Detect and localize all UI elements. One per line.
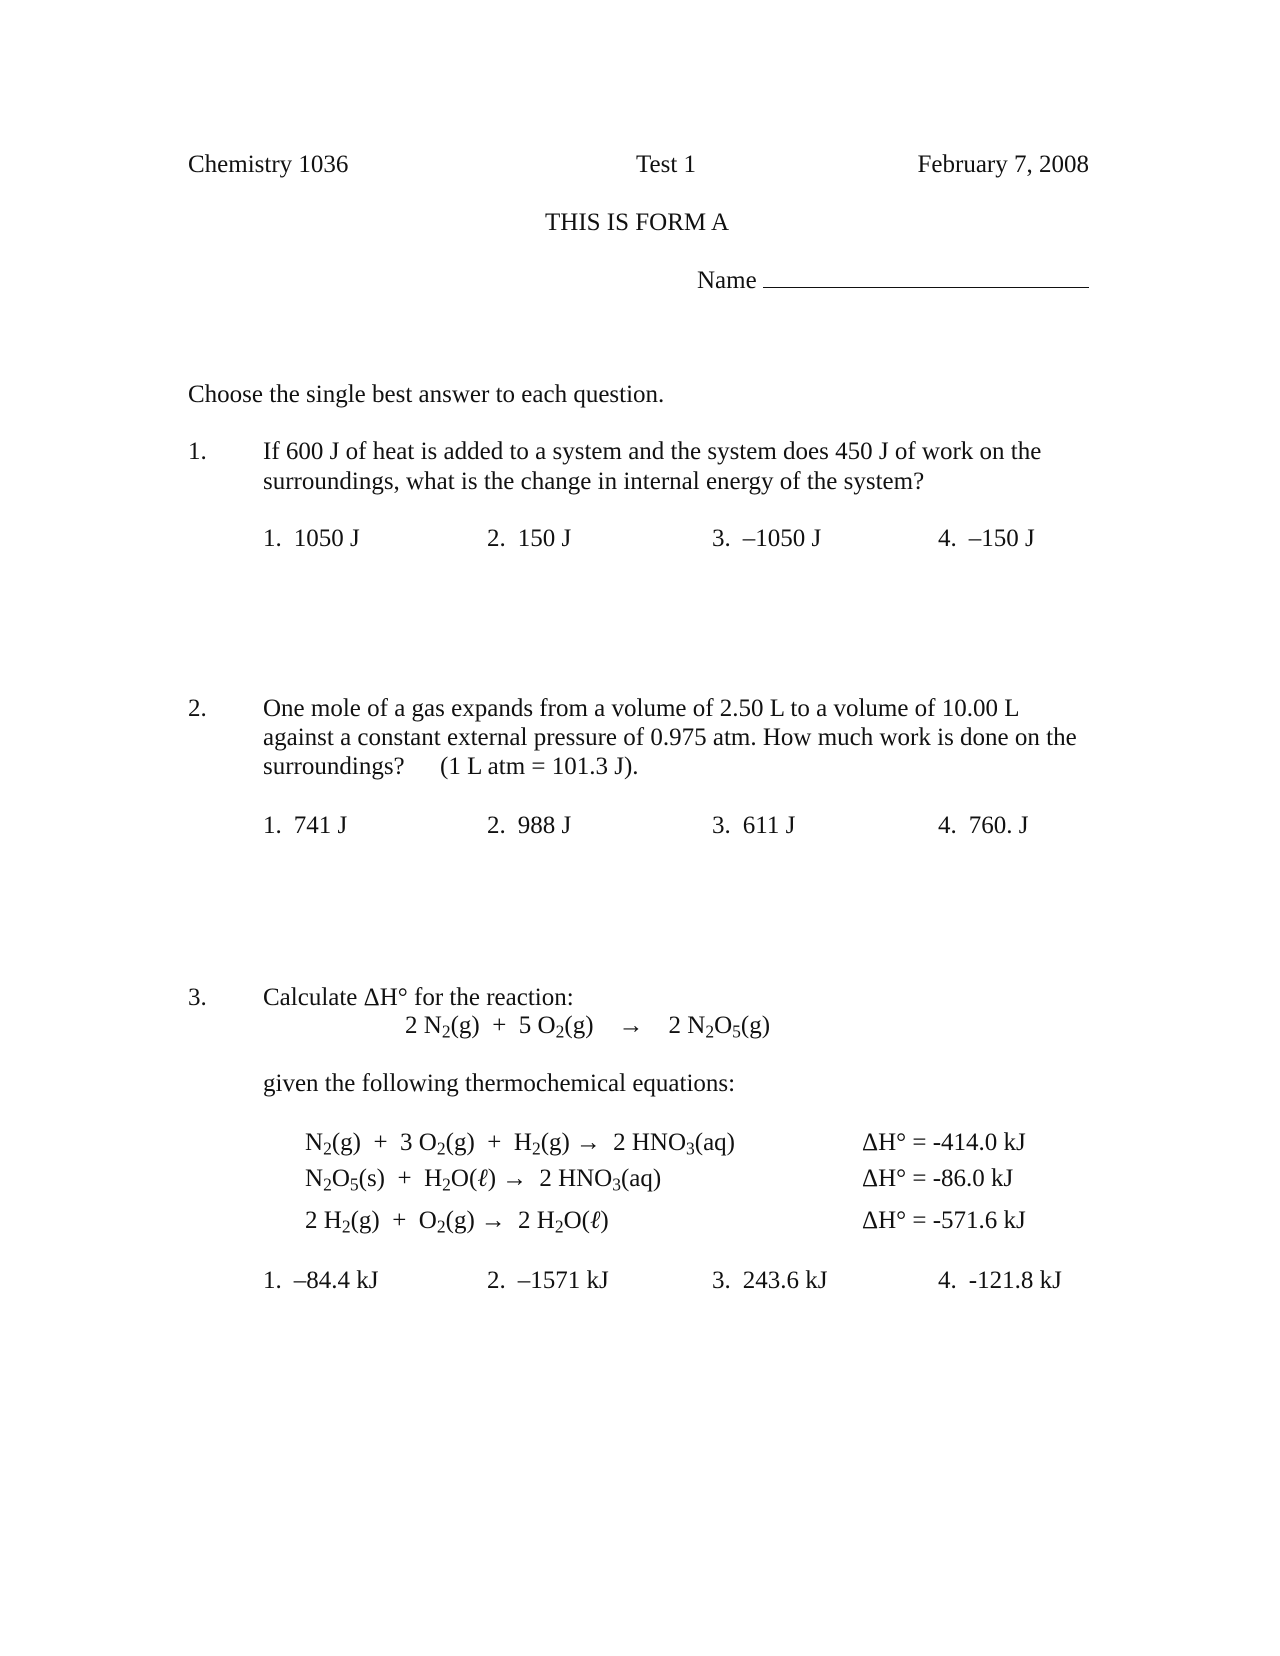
choice-number: 1. bbox=[263, 525, 282, 552]
form-label: THIS IS FORM A bbox=[545, 209, 730, 236]
delta-h-label: ΔH° = bbox=[862, 1129, 927, 1156]
delta-h-label: ΔH° = bbox=[862, 1207, 927, 1234]
target-reaction: 2 $N_2(g) + 5$ $O_2(g)$ → 2 $N_2O_5(g)$ bbox=[405, 1012, 771, 1042]
choice-number: 1. bbox=[263, 1267, 282, 1294]
question-text: Calculate ΔH° for the reaction: bbox=[263, 984, 574, 1011]
name-blank-line[interactable] bbox=[763, 265, 1089, 288]
instructions: Choose the single best answer to each question. bbox=[188, 381, 665, 408]
answer-choice[interactable] bbox=[712, 811, 795, 841]
answer-choice[interactable] bbox=[263, 1266, 378, 1296]
delta-h-number: -86.0 kJ bbox=[932, 1165, 1014, 1192]
question-number: 3. bbox=[188, 984, 207, 1011]
choice-number: 4. bbox=[938, 525, 957, 552]
name-label: Name bbox=[697, 267, 757, 294]
question-text: If 600 J of heat is added to a system and the system does 450 J of work on the surroundings, what is the change in internal energy of the system? bbox=[263, 438, 1042, 495]
test-title: Test 1 bbox=[636, 151, 697, 178]
name-field[interactable] bbox=[697, 265, 1089, 296]
choice-number: 2. bbox=[487, 525, 506, 552]
choice-text: 1050 J bbox=[293, 525, 360, 552]
choice-text: 741 J bbox=[293, 812, 348, 839]
choice-text: 760. J bbox=[968, 812, 1029, 839]
choice-number: 2. bbox=[487, 1267, 506, 1294]
conversion-factor: (1 L atm = 101.3 J). bbox=[440, 753, 639, 780]
answer-choice[interactable] bbox=[712, 1266, 827, 1296]
answer-choice[interactable] bbox=[938, 811, 1028, 841]
delta-h-value bbox=[862, 1164, 1013, 1194]
delta-h-number: -571.6 kJ bbox=[932, 1207, 1026, 1234]
test-date: February 7, 2008 bbox=[917, 151, 1089, 178]
delta-h-label: ΔH° = bbox=[862, 1165, 927, 1192]
thermo-equation: 2 $H_2(g) + O_2(g) \to 2$ $H_2O(\ell)$ bbox=[305, 1207, 609, 1237]
question-text-line: against a constant external pressure of 0.975 atm. How much work is done on the bbox=[263, 724, 1077, 751]
thermo-equation: $N_2(g) + 3$ $O_2(g) + H_2(g) \to 2$ $HNO_3(aq)$ bbox=[305, 1129, 736, 1159]
delta-h-number: -414.0 kJ bbox=[932, 1129, 1026, 1156]
given-text: given the following thermochemical equations: bbox=[263, 1070, 736, 1097]
question-number: 1. bbox=[188, 438, 207, 465]
question-text-line: One mole of a gas expands from a volume of 2.50 L to a volume of 10.00 L bbox=[263, 695, 1020, 722]
choice-text: –84.4 kJ bbox=[293, 1267, 379, 1294]
course-title: Chemistry 1036 bbox=[188, 151, 349, 178]
delta-h-value bbox=[862, 1128, 1026, 1158]
delta-h-value bbox=[862, 1206, 1026, 1236]
choice-text: -121.8 kJ bbox=[968, 1267, 1062, 1294]
choice-number: 2. bbox=[487, 812, 506, 839]
choice-text: 988 J bbox=[517, 812, 572, 839]
answer-choice[interactable] bbox=[712, 524, 821, 554]
answer-choice[interactable] bbox=[487, 524, 571, 554]
answer-choice[interactable] bbox=[487, 811, 571, 841]
choice-number: 3. bbox=[712, 525, 731, 552]
choice-number: 4. bbox=[938, 1267, 957, 1294]
answer-choice[interactable] bbox=[938, 1266, 1062, 1296]
answer-choice[interactable] bbox=[263, 524, 360, 554]
choice-number: 4. bbox=[938, 812, 957, 839]
choice-text: 150 J bbox=[517, 525, 572, 552]
choice-number: 1. bbox=[263, 812, 282, 839]
choice-text: –1050 J bbox=[742, 525, 822, 552]
answer-choice[interactable] bbox=[487, 1266, 609, 1296]
question-number: 2. bbox=[188, 695, 207, 722]
answer-choice[interactable] bbox=[263, 811, 347, 841]
choice-number: 3. bbox=[712, 1267, 731, 1294]
choice-text: –1571 kJ bbox=[517, 1267, 609, 1294]
choice-text: 611 J bbox=[742, 812, 796, 839]
choice-text: 243.6 kJ bbox=[742, 1267, 828, 1294]
choice-number: 3. bbox=[712, 812, 731, 839]
answer-choice[interactable] bbox=[938, 524, 1035, 554]
thermo-equation: $N_2O_5(s)$ + $H_2O(\ell) \to 2$ $HNO_3(aq)$ bbox=[305, 1165, 662, 1195]
choice-text: –150 J bbox=[968, 525, 1035, 552]
question-text-line: surroundings? bbox=[263, 753, 405, 780]
